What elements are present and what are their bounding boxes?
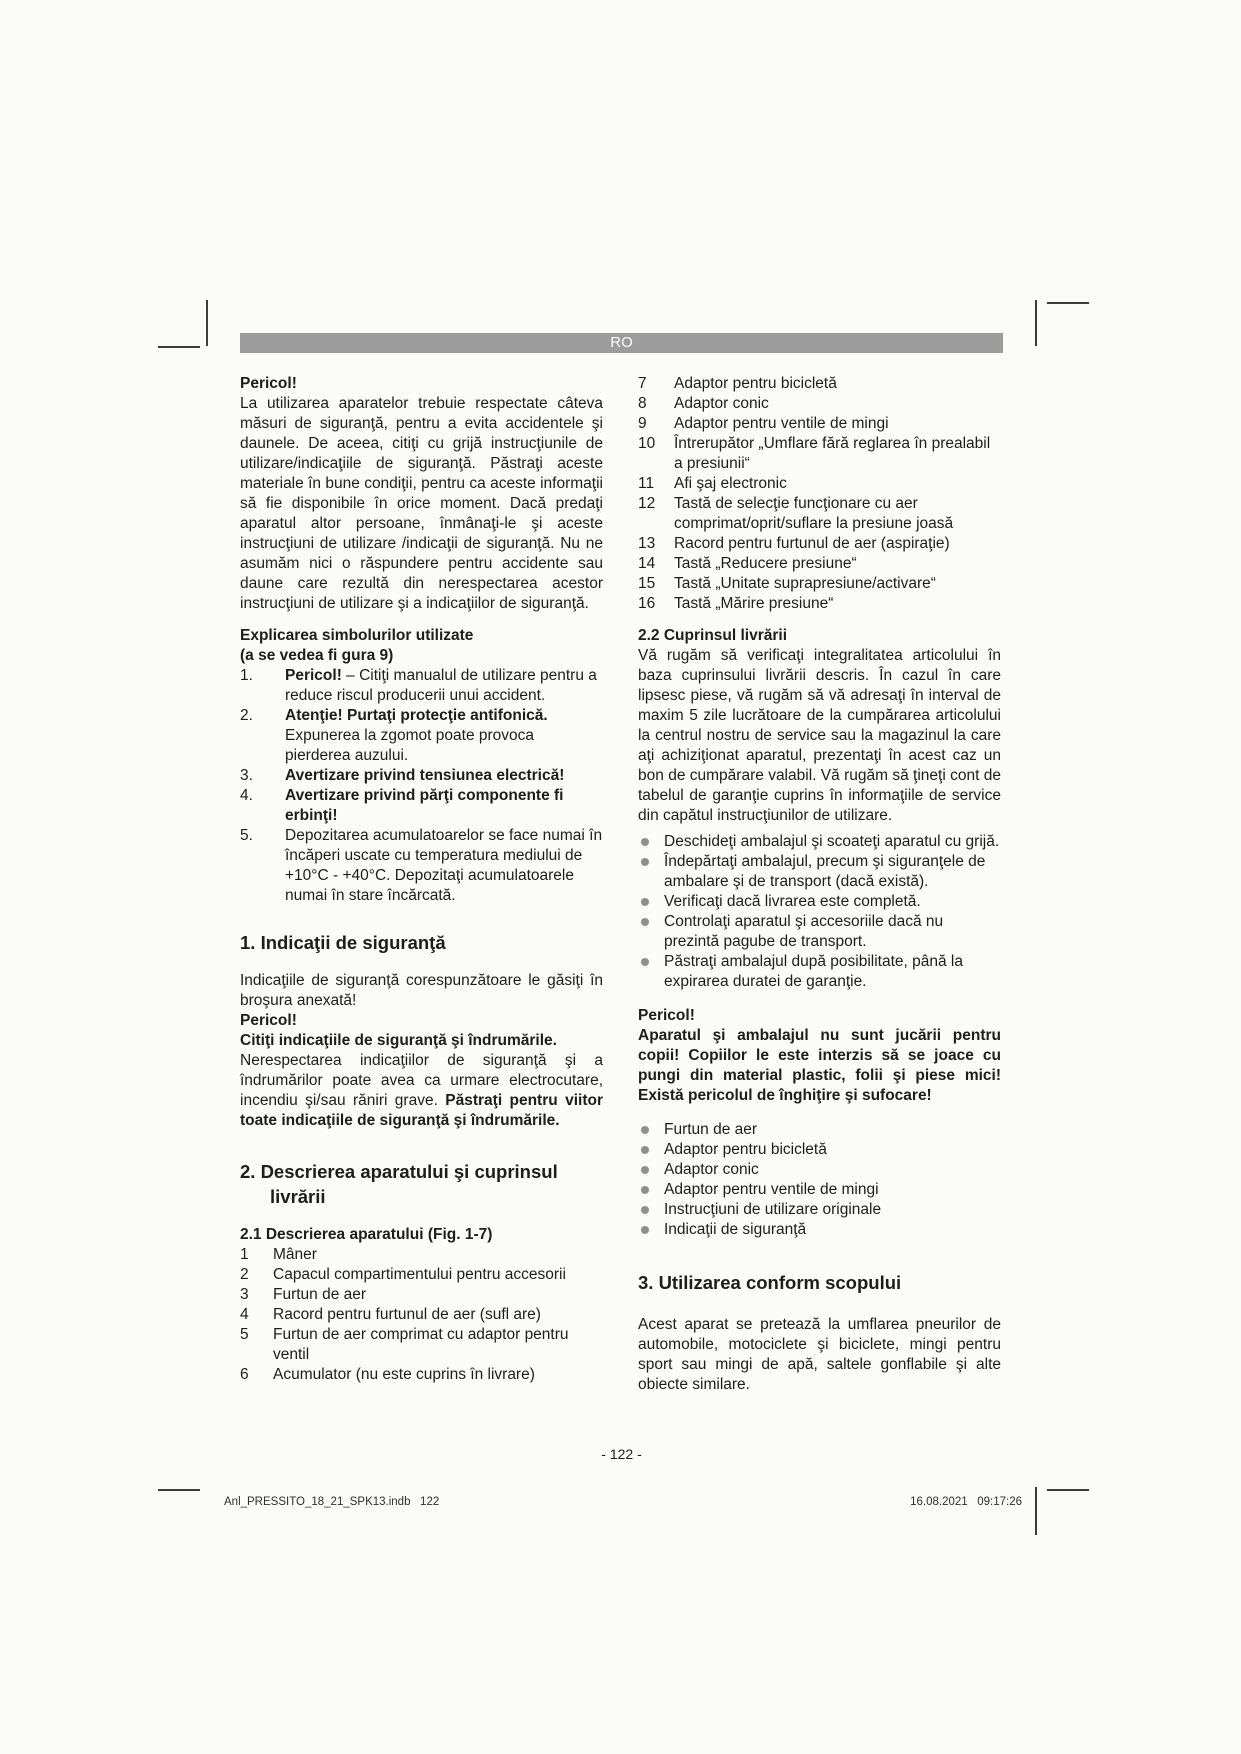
- symbol-item-number: 5.: [240, 827, 253, 844]
- bullet-item-text: Furtun de aer: [664, 1121, 758, 1138]
- device-list-item: [638, 494, 1001, 534]
- bullet-list-item: [638, 1200, 1001, 1220]
- section-1-text-2: Nerespectarea indicaţiilor de siguranţă şi a îndrumărilor poate avea ca urmare electrocutare, incendiu şi/sau răniri grave.: [240, 1052, 603, 1109]
- device-item-text: Racord pentru furtunul de aer (sufl are): [273, 1306, 541, 1323]
- symbol-list-item: [240, 826, 603, 906]
- bullet-item-text: Îndepărtaţi ambalajul, precum şi siguranţele de ambalare şi de transport (dacă există).: [664, 853, 986, 890]
- device-item-number: 9: [638, 415, 647, 432]
- device-list-item: [240, 1285, 603, 1305]
- bullet-icon: [641, 1146, 649, 1154]
- device-list-item: [240, 1325, 603, 1365]
- right-column: [638, 374, 1001, 1395]
- device-item-text: Întrerupător „Umflare fără reglarea în prealabil a presiunii“: [674, 435, 991, 472]
- section-2-1-heading: 2.1 Descrierea aparatului (Fig. 1-7): [240, 1226, 493, 1243]
- device-item-number: 1: [240, 1246, 249, 1263]
- section-1-text: Indicaţiile de siguranţă corespunzătoare le găsiţi în broşura anexată!: [240, 972, 603, 1009]
- bullet-list-item: [638, 1140, 1001, 1160]
- bullet-list-item: [638, 912, 1001, 952]
- section-1-bold-sentence-2: Păstraţi pentru viitor toate indicaţiile de siguranţă şi îndrumările.: [240, 1092, 603, 1129]
- device-item-number: 7: [638, 375, 647, 392]
- bullet-item-text: Adaptor pentru ventile de mingi: [664, 1181, 879, 1198]
- bullet-item-text: Controlaţi aparatul şi accesoriile dacă nu prezintă pagube de transport.: [664, 913, 944, 950]
- device-item-text: Adaptor pentru ventile de mingi: [674, 415, 889, 432]
- footer-file-name: Anl_PRESSITO_18_21_SPK13.indb 122: [224, 1496, 440, 1508]
- device-list-item: [638, 554, 1001, 574]
- bullet-item-text: Adaptor pentru bicicletă: [664, 1141, 827, 1158]
- bullet-icon: [641, 1166, 649, 1174]
- symbol-item-text: Pericol! – Citiţi manualul de utilizare pentru a reduce riscul producerii unui accident.: [285, 667, 597, 704]
- device-item-text: Capacul compartimentului pentru accesorii: [273, 1266, 566, 1283]
- device-item-text: Racord pentru furtunul de aer (aspiraţie): [674, 535, 950, 552]
- symbol-item-number: 1.: [240, 667, 253, 684]
- bullet-list-item: [638, 892, 1001, 912]
- device-item-text: Furtun de aer: [273, 1286, 367, 1303]
- device-item-text: Tastă „Unitate suprapresiune/activare“: [674, 575, 936, 592]
- device-list-item: [638, 434, 1001, 474]
- section-2-2-paragraph: Vă rugăm să verificaţi integralitatea articolului în baza cuprinsului livrării descris. În cazul în care lipsesc piese, vă rugăm să vă adresaţi în interval de maxim 5 zile lucrătoare de la cumpărarea articolului la centrul nostru de service sau la magazinul la care aţi achiziţionat aparatul, prezentaţi în acest caz un bon de cumpărare valabil. Vă rugăm să ţineţi cont de tabelul de garanţie cuprins în informaţiile de service din capătul instrucţiunilor de utilizare.: [638, 647, 1001, 824]
- section-1-paragraph: [240, 971, 603, 1131]
- bullet-icon: [641, 1126, 649, 1134]
- unpacking-bullet-list: [638, 832, 1001, 992]
- device-item-number: 12: [638, 495, 656, 512]
- device-item-number: 5: [240, 1326, 249, 1343]
- device-item-number: 6: [240, 1366, 249, 1383]
- device-item-number: 4: [240, 1306, 249, 1323]
- bullet-list-item: [638, 1160, 1001, 1180]
- device-item-number: 10: [638, 435, 656, 452]
- symbol-list-item: [240, 786, 603, 826]
- section-2-2-heading: 2.2 Cuprinsul livrării: [638, 627, 788, 644]
- symbols-heading-line2: (a se vedea fi gura 9): [240, 647, 394, 664]
- bullet-list-item: [638, 832, 1001, 852]
- bullet-icon: [641, 898, 649, 906]
- bullet-item-text: Indicaţii de siguranţă: [664, 1221, 807, 1238]
- symbol-item-text: Atenţie! Purtaţi protecţie antifonică. Expunerea la zgomot poate provoca pierderea auzului.: [285, 707, 548, 764]
- symbol-item-number: 2.: [240, 707, 253, 724]
- symbols-heading-line1: Explicarea simbolurilor utilizate: [240, 627, 474, 644]
- delivery-contents-bullet-list: [638, 1120, 1001, 1240]
- device-list-item: [638, 574, 1001, 594]
- left-column: [240, 374, 603, 1385]
- device-list-item: [638, 474, 1001, 494]
- crop-mark-bottom-right-horizontal: [1047, 1489, 1089, 1491]
- section-3-heading: 3. Utilizarea conform scopului: [638, 1272, 902, 1293]
- bullet-item-text: Instrucţiuni de utilizare originale: [664, 1201, 882, 1218]
- bullet-item-text: Păstraţi ambalajul după posibilitate, până la expirarea duratei de garanţie.: [664, 953, 963, 990]
- crop-mark-bottom-right-vertical: [1035, 1487, 1037, 1535]
- device-item-text: Afi şaj electronic: [674, 475, 787, 492]
- device-item-number: 2: [240, 1266, 249, 1283]
- crop-mark-top-left-vertical: [206, 300, 208, 346]
- device-item-text: Tastă „Reducere presiune“: [674, 555, 857, 572]
- device-list-item: [638, 394, 1001, 414]
- bullet-list-item: [638, 852, 1001, 892]
- symbol-item-text: Depozitarea acumulatoarelor se face numai în încăperi uscate cu temperatura mediului de +10°C - +40°C. Depozitaţi acumulatoarele numai în stare încărcată.: [285, 827, 603, 904]
- crop-mark-top-right-horizontal: [1047, 302, 1089, 304]
- symbol-list-item: [240, 766, 603, 786]
- symbol-item-number: 4.: [240, 787, 253, 804]
- crop-mark-top-right-vertical: [1035, 300, 1037, 346]
- bullet-icon: [641, 1226, 649, 1234]
- device-list-item: [638, 374, 1001, 394]
- bullet-icon: [641, 838, 649, 846]
- section-1-danger-label: Pericol!: [240, 1012, 297, 1029]
- device-list-item: [240, 1305, 603, 1325]
- section-2-heading: 2. Descrierea aparatului şi cuprinsul livrării: [240, 1161, 558, 1207]
- bullet-list-item: [638, 952, 1001, 992]
- language-header-bar: [240, 333, 1003, 353]
- bullet-icon: [641, 958, 649, 966]
- device-item-text: Adaptor pentru bicicletă: [674, 375, 837, 392]
- section-3-paragraph: Acest aparat se pretează la umflarea pneurilor de automobile, motociclete şi biciclete, mingi pentru sport sau mingi de apă, saltele gonflabile şi alte obiecte similare.: [638, 1316, 1001, 1393]
- device-item-text: Acumulator (nu este cuprins în livrare): [273, 1366, 535, 1383]
- crop-mark-top-left-horizontal: [158, 346, 200, 348]
- section-1-bold-sentence: Citiţi indicaţiile de siguranţă şi îndrumările.: [240, 1032, 557, 1049]
- device-item-text: Furtun de aer comprimat cu adaptor pentru ventil: [273, 1326, 569, 1363]
- bullet-item-text: Adaptor conic: [664, 1161, 759, 1178]
- device-list-left: [240, 1245, 603, 1385]
- device-list-item: [638, 534, 1001, 554]
- symbols-heading: [240, 626, 603, 666]
- symbol-list-item: [240, 706, 603, 766]
- symbol-item-text: Avertizare privind părţi componente fi erbinţi!: [285, 787, 564, 824]
- device-item-number: 15: [638, 575, 656, 592]
- device-item-text: Mâner: [273, 1246, 317, 1263]
- bullet-icon: [641, 918, 649, 926]
- bullet-icon: [641, 1186, 649, 1194]
- page-number: - 122 -: [601, 1446, 642, 1462]
- section-1-heading: 1. Indicaţii de siguranţă: [240, 932, 446, 953]
- bullet-list-item: [638, 1180, 1001, 1200]
- device-item-number: 14: [638, 555, 656, 572]
- device-list-item: [638, 594, 1001, 614]
- device-list-item: [240, 1365, 603, 1385]
- danger-heading-2: Pericol!: [638, 1007, 695, 1024]
- device-list-item: [240, 1245, 603, 1265]
- bullet-item-text: Verificaţi dacă livrarea este completă.: [664, 893, 921, 910]
- device-item-number: 8: [638, 395, 647, 412]
- danger-heading: Pericol!: [240, 375, 297, 392]
- crop-mark-bottom-left-horizontal: [158, 1489, 200, 1491]
- device-item-text: Adaptor conic: [674, 395, 769, 412]
- device-list-item: [638, 414, 1001, 434]
- footer-timestamp: 16.08.2021 09:17:26: [910, 1496, 1022, 1508]
- bullet-item-text: Deschideţi ambalajul şi scoateţi aparatul cu grijă.: [664, 833, 1000, 850]
- intro-paragraph: La utilizarea aparatelor trebuie respectate câteva măsuri de siguranţă, pentru a evita accidentele şi daunele. De aceea, citiţi cu grijă instrucţiunile de utilizare/indicaţiile de siguranţă. Păstraţi aceste materiale în bune condiţii, pentru ca aceste informaţii să fie disponibile în orice moment. Dacă predaţi aparatul altor persoane, înmânaţi-le şi aceste instrucţiuni de utilizare /indicaţii de siguranţă. Nu ne asumăm nici o răspundere pentru accidente sau daune care rezultă din nerespectarea acestor instrucţiuni de utilizare şi a indicaţiilor de siguranţă.: [240, 395, 603, 612]
- device-item-text: Tastă „Mărire presiune“: [674, 595, 834, 612]
- bullet-list-item: [638, 1120, 1001, 1140]
- device-item-number: 3: [240, 1286, 249, 1303]
- bullet-icon: [641, 858, 649, 866]
- symbols-list: [240, 666, 603, 906]
- device-list-item: [240, 1265, 603, 1285]
- bullet-list-item: [638, 1220, 1001, 1240]
- bullet-icon: [641, 1206, 649, 1214]
- language-label: RO: [610, 334, 633, 351]
- symbol-item-number: 3.: [240, 767, 253, 784]
- device-item-number: 11: [638, 475, 655, 492]
- device-item-number: 13: [638, 535, 656, 552]
- symbol-item-text: Avertizare privind tensiunea electrică!: [285, 767, 565, 784]
- device-item-text: Tastă de selecţie funcţionare cu aer comprimat/oprit/suflare la presiune joasă: [674, 495, 954, 532]
- symbol-list-item: [240, 666, 603, 706]
- danger-paragraph-2: Aparatul şi ambalajul nu sunt jucării pentru copii! Copiilor le este interzis să se joace cu pungi din material plastic, folii şi piese mici! Există pericolul de înghiţire şi sufocare!: [638, 1027, 1001, 1104]
- device-item-number: 16: [638, 595, 656, 612]
- device-list-right: [638, 374, 1001, 614]
